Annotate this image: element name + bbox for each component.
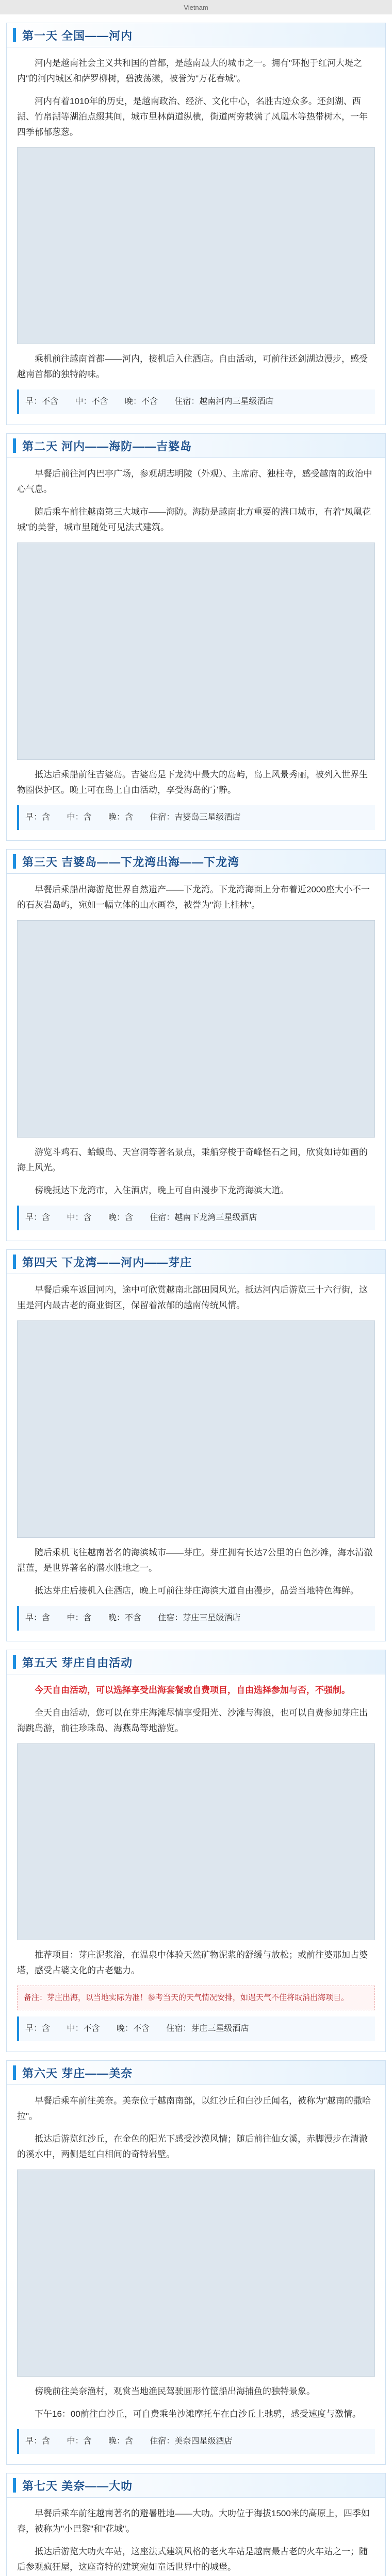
day-5-notice: 今天自由活动，可以选择享受出海套餐或自费项目，自由选择参加与否，不强制。 bbox=[35, 1685, 350, 1695]
day-5-paragraph: 全天自由活动，您可以在芽庄海滩尽情享受阳光、沙滩与海浪，也可以自费参加芽庄出海跳岛游，前往珍珠岛、海燕岛等地游览。 bbox=[17, 1708, 368, 1733]
scenery-photo bbox=[17, 543, 375, 760]
scenery-photo bbox=[17, 2170, 375, 2377]
day-3-section bbox=[6, 849, 386, 1241]
day-4-header bbox=[7, 1250, 385, 1274]
day-4-body bbox=[7, 1274, 385, 1641]
breakfast-info: 早：含 bbox=[25, 1213, 51, 1222]
day-6-title: 第六天 芽庄——美奈 bbox=[22, 2066, 133, 2080]
hotel-info: 住宿：吉婆岛三星级酒店 bbox=[150, 813, 241, 822]
day-6-body bbox=[7, 2085, 385, 2464]
breakfast-info: 早：含 bbox=[25, 2437, 51, 2446]
day-5-section bbox=[6, 1650, 386, 2052]
accent-bar bbox=[13, 438, 16, 453]
day-1-body bbox=[7, 47, 385, 425]
day-6-paragraph: 抵达后游览红沙丘，在金色的阳光下感受沙漠风情；随后前往仙女溪，赤脚漫步在清澈的溪水中，两侧是红白相间的奇特岩壁。 bbox=[17, 2134, 368, 2159]
accent-bar bbox=[13, 854, 16, 869]
day-1-paragraph: 乘机前往越南首都——河内，接机后入住酒店。自由活动，可前往还剑湖边漫步，感受越南首都的独特韵味。 bbox=[17, 354, 368, 379]
dinner-info: 晚：含 bbox=[108, 2437, 133, 2446]
scenery-photo bbox=[17, 920, 375, 1138]
day-2-title: 第二天 河内——海防——吉婆岛 bbox=[22, 439, 192, 453]
dinner-info: 晚：不含 bbox=[124, 397, 158, 406]
day-3-paragraph: 早餐后乘船出海游览世界自然遗产——下龙湾。下龙湾海面上分布着近2000座大小不一的石灰岩岛屿，宛如一幅立体的山水画卷，被誉为"海上桂林"。 bbox=[17, 885, 370, 910]
day-7-section bbox=[6, 2473, 386, 2576]
day-3-header bbox=[7, 850, 385, 874]
lunch-info: 中：含 bbox=[67, 813, 92, 822]
day-6-paragraph: 下午16：00前往白沙丘，可自费乘坐沙滩摩托车在白沙丘上驰骋，感受速度与激情。 bbox=[35, 2409, 361, 2419]
lunch-info: 中：不含 bbox=[67, 2024, 100, 2033]
day-6-paragraph: 傍晚前往美奈渔村，观赏当地渔民驾驶圆形竹筐船出海捕鱼的独特景象。 bbox=[35, 2386, 315, 2396]
accent-bar bbox=[13, 2065, 16, 2080]
day-4-title: 第四天 下龙湾——河内——芽庄 bbox=[22, 1256, 192, 1269]
day-5-body bbox=[7, 1674, 385, 2052]
lunch-info: 中：含 bbox=[67, 2437, 92, 2446]
scenery-photo bbox=[17, 1320, 375, 1538]
day-2-meals bbox=[17, 805, 375, 830]
day-1-paragraph: 河内有着1010年的历史，是越南政治、经济、文化中心，名胜古迹众多。还剑湖、西湖、竹帛湖等湖泊点缀其间，城市里林荫道纵横，街道两旁栽满了凤凰木等热带树木，一年四季郁郁葱葱。 bbox=[17, 96, 368, 137]
day-6-section bbox=[6, 2060, 386, 2465]
breakfast-info: 早：含 bbox=[25, 813, 51, 822]
day-3-body bbox=[7, 874, 385, 1241]
day-7-header bbox=[7, 2473, 385, 2498]
day-7-paragraph: 早餐后乘车前往越南著名的避暑胜地——大叻。大叻位于海拔1500米的高原上，四季如春，被称为"小巴黎"和"花城"。 bbox=[17, 2509, 370, 2534]
day-4-section bbox=[6, 1249, 386, 1641]
dinner-info: 晚：不含 bbox=[108, 1614, 141, 1622]
day-4-paragraph: 随后乘机飞往越南著名的海滨城市——芽庄。芽庄拥有长达7公里的白色沙滩，海水清澈湛蓝，是世界著名的潜水胜地之一。 bbox=[17, 1548, 373, 1573]
breakfast-info: 早：含 bbox=[25, 2024, 51, 2033]
hotel-info: 住宿：越南下龙湾三星级酒店 bbox=[150, 1213, 257, 1222]
day-3-meals bbox=[17, 1206, 375, 1230]
dinner-info: 晚：含 bbox=[108, 813, 133, 822]
hotel-info: 住宿：越南河内三星级酒店 bbox=[174, 397, 274, 406]
hotel-info: 住宿：芽庄三星级酒店 bbox=[158, 1614, 241, 1622]
day-1-meals bbox=[17, 389, 375, 414]
day-2-paragraph: 抵达后乘船前往吉婆岛。吉婆岛是下龙湾中最大的岛屿，岛上风景秀丽，被列入世界生物圈保护区。晚上可在岛上自由活动，享受海岛的宁静。 bbox=[17, 770, 368, 795]
day-3-title: 第三天 吉婆岛——下龙湾出海——下龙湾 bbox=[22, 855, 240, 869]
lunch-info: 中：含 bbox=[67, 1213, 92, 1222]
lunch-info: 中：不含 bbox=[75, 397, 108, 406]
top-bar bbox=[0, 0, 392, 14]
day-4-paragraph: 抵达芽庄后接机入住酒店，晚上可前往芽庄海滨大道自由漫步，品尝当地特色海鲜。 bbox=[35, 1586, 359, 1596]
day-7-title: 第七天 美奈——大叻 bbox=[22, 2479, 133, 2493]
day-1-section bbox=[6, 23, 386, 425]
day-4-meals bbox=[17, 1606, 375, 1631]
day-5-header bbox=[7, 1650, 385, 1674]
day-2-paragraph: 早餐后前往河内巴亭广场，参观胡志明陵（外观）、主席府、独柱寺，感受越南的政治中心气息。 bbox=[17, 469, 372, 494]
day-6-meals bbox=[17, 2429, 375, 2454]
breakfast-info: 早：不含 bbox=[25, 397, 59, 406]
accent-bar bbox=[13, 1655, 16, 1669]
day-7-body bbox=[7, 2498, 385, 2576]
breakfast-info: 早：含 bbox=[25, 1614, 51, 1622]
day-2-header bbox=[7, 434, 385, 458]
day-3-paragraph: 傍晚抵达下龙湾市，入住酒店，晚上可自由漫步下龙湾海滨大道。 bbox=[35, 1185, 289, 1195]
day-1-title: 第一天 全国——河内 bbox=[22, 29, 133, 42]
day-1-header bbox=[7, 23, 385, 47]
lunch-info: 中：含 bbox=[67, 1614, 92, 1622]
day-2-body bbox=[7, 458, 385, 840]
day-6-paragraph: 早餐后乘车前往美奈。美奈位于越南南部，以红沙丘和白沙丘闻名，被称为"越南的撒哈拉"。 bbox=[17, 2096, 371, 2121]
day-5-paragraph: 推荐项目：芽庄泥浆浴，在温泉中体验天然矿物泥浆的舒缓与放松；或前往婆那加占婆塔，感受占婆文化的古老魅力。 bbox=[17, 1950, 368, 1975]
accent-bar bbox=[13, 28, 16, 42]
day-4-paragraph: 早餐后乘车返回河内，途中可欣赏越南北部田园风光。抵达河内后游览三十六行街，这里是河内最古老的商业街区，保留着浓郁的越南传统风情。 bbox=[17, 1285, 368, 1310]
scenery-photo bbox=[17, 147, 375, 344]
top-bar-title: Vietnam bbox=[184, 3, 208, 11]
day-3-paragraph: 游览斗鸡石、蛤蟆岛、天宫洞等著名景点，乘船穿梭于奇峰怪石之间，欣赏如诗如画的海上风光。 bbox=[17, 1147, 368, 1173]
day-5-title: 第五天 芽庄自由活动 bbox=[22, 1656, 133, 1669]
accent-bar bbox=[13, 2478, 16, 2493]
dinner-info: 晚：含 bbox=[108, 1213, 133, 1222]
day-5-meals bbox=[17, 2016, 375, 2041]
day-1-paragraph: 河内是越南社会主义共和国的首都，是越南最大的城市之一。拥有"环抱于红河大堤之内"的河内城区和萨罗柳树，碧波荡漾，被誉为"万花春城"。 bbox=[17, 58, 363, 83]
day-2-section bbox=[6, 433, 386, 841]
scenery-photo bbox=[17, 1743, 375, 1940]
hotel-info: 住宿：美奈四星级酒店 bbox=[150, 2437, 233, 2446]
day-7-paragraph: 抵达后游览大叻火车站，这座法式建筑风格的老火车站是越南最古老的火车站之一；随后参观疯狂屋，这座奇特的建筑宛如童话世界中的城堡。 bbox=[17, 2547, 368, 2572]
hotel-info: 住宿：芽庄三星级酒店 bbox=[166, 2024, 249, 2033]
day-2-paragraph: 随后乘车前往越南第三大城市——海防。海防是越南北方重要的港口城市，有着"凤凰花城"的美誉，城市里随处可见法式建筑。 bbox=[17, 507, 371, 532]
day-6-header bbox=[7, 2061, 385, 2085]
day-5-tip: 备注：芽庄出海，以当地实际为准！参考当天的天气情况安排，如遇天气不佳将取消出海项目。 bbox=[17, 1986, 375, 2010]
accent-bar bbox=[13, 1255, 16, 1269]
dinner-info: 晚：不含 bbox=[116, 2024, 150, 2033]
